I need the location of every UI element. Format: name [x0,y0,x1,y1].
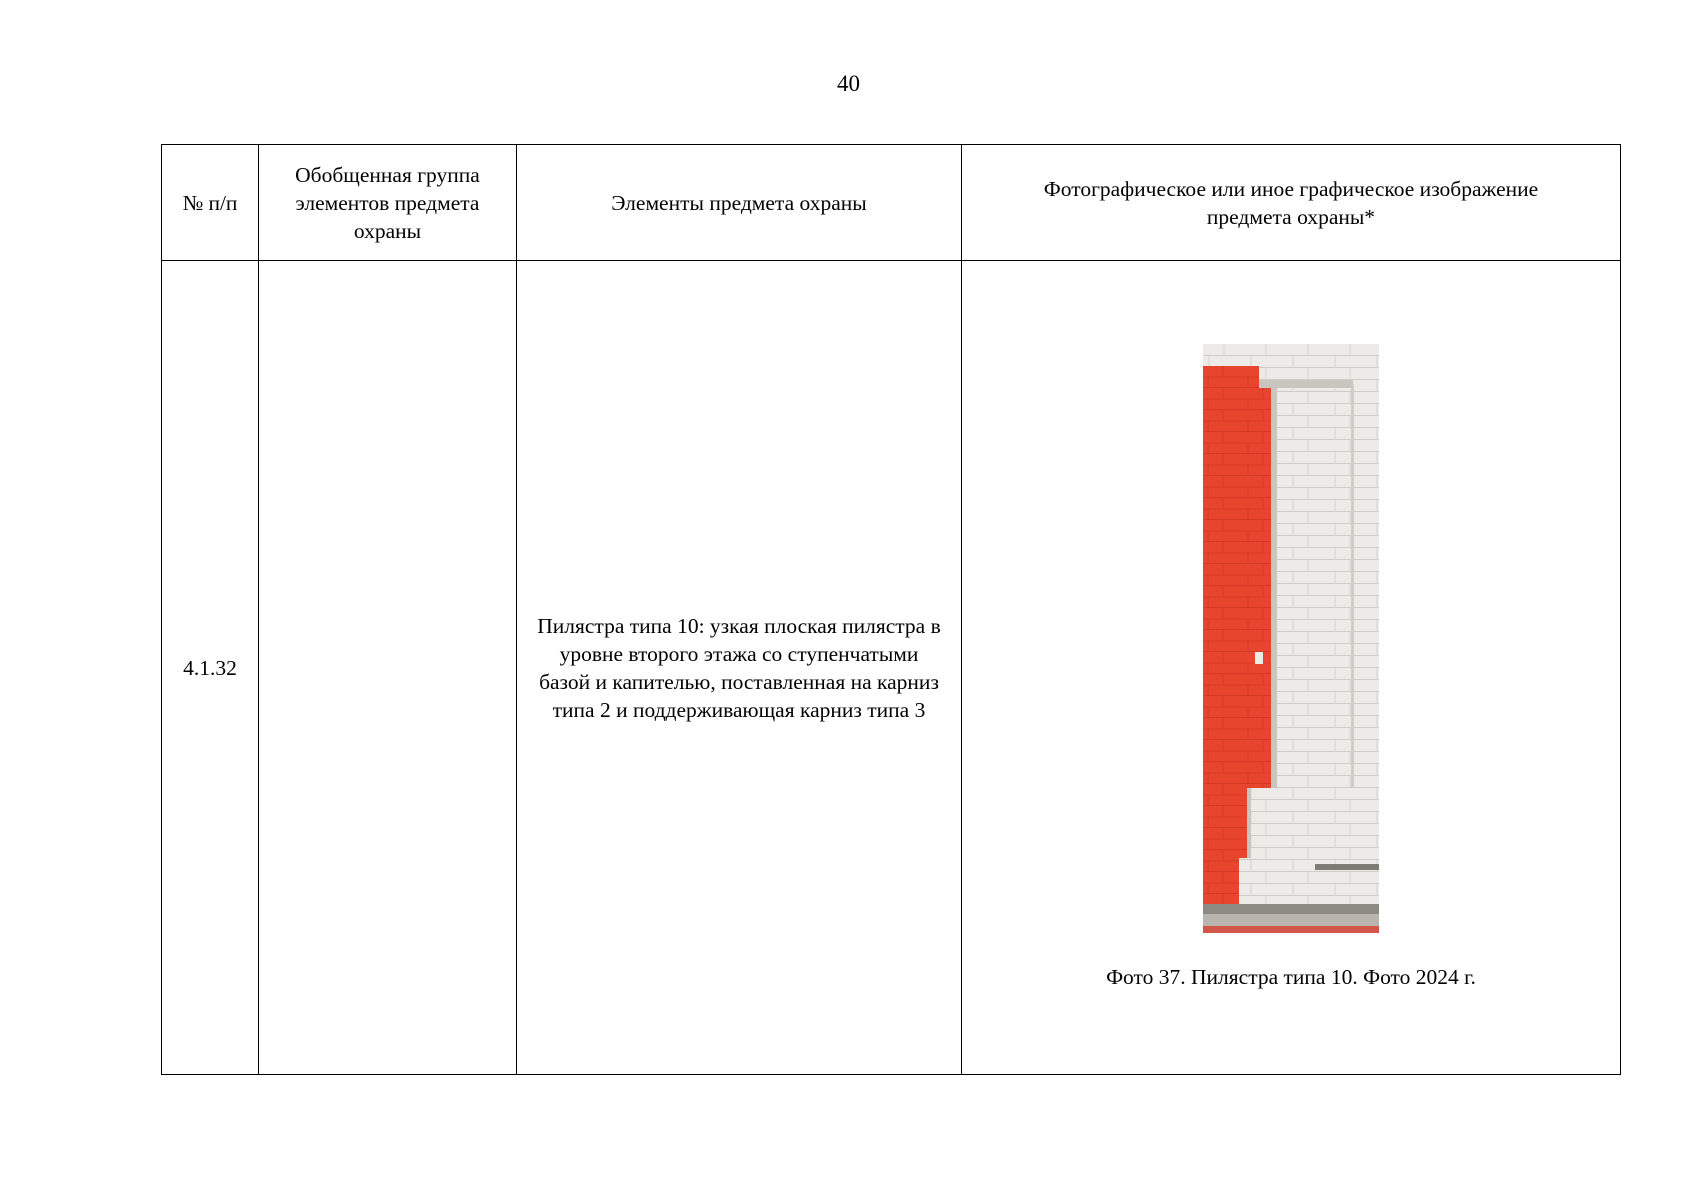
page-number: 40 [837,71,860,96]
header-group: Обобщенная группа элементов предмета охраны [259,145,517,261]
header-elements: Элементы предмета охраны [517,145,962,261]
photo-caption: Фото 37. Пилястра типа 10. Фото 2024 г. [1106,965,1476,989]
row-elements-text: Пилястра типа 10: узкая плоская пилястра в уровне второго этажа со ступенчатыми базой и капителью, поставленная на карниз типа 2 и поддерживающая карниз типа 3 [537,613,941,722]
row-image-cell [962,261,1621,1075]
table-header-row [162,145,1621,261]
row-num: 4.1.32 [162,261,259,1075]
header-image-label: Фотографическое или иное графическое изображение предмета охраны* [1043,176,1539,229]
table-row [162,261,1621,1075]
row-elements [517,261,962,1075]
pilaster-photo [1203,344,1379,933]
protection-elements-table [161,144,1621,1075]
row-group [259,261,517,1075]
header-image [962,145,1621,261]
header-num: № п/п [162,145,259,261]
